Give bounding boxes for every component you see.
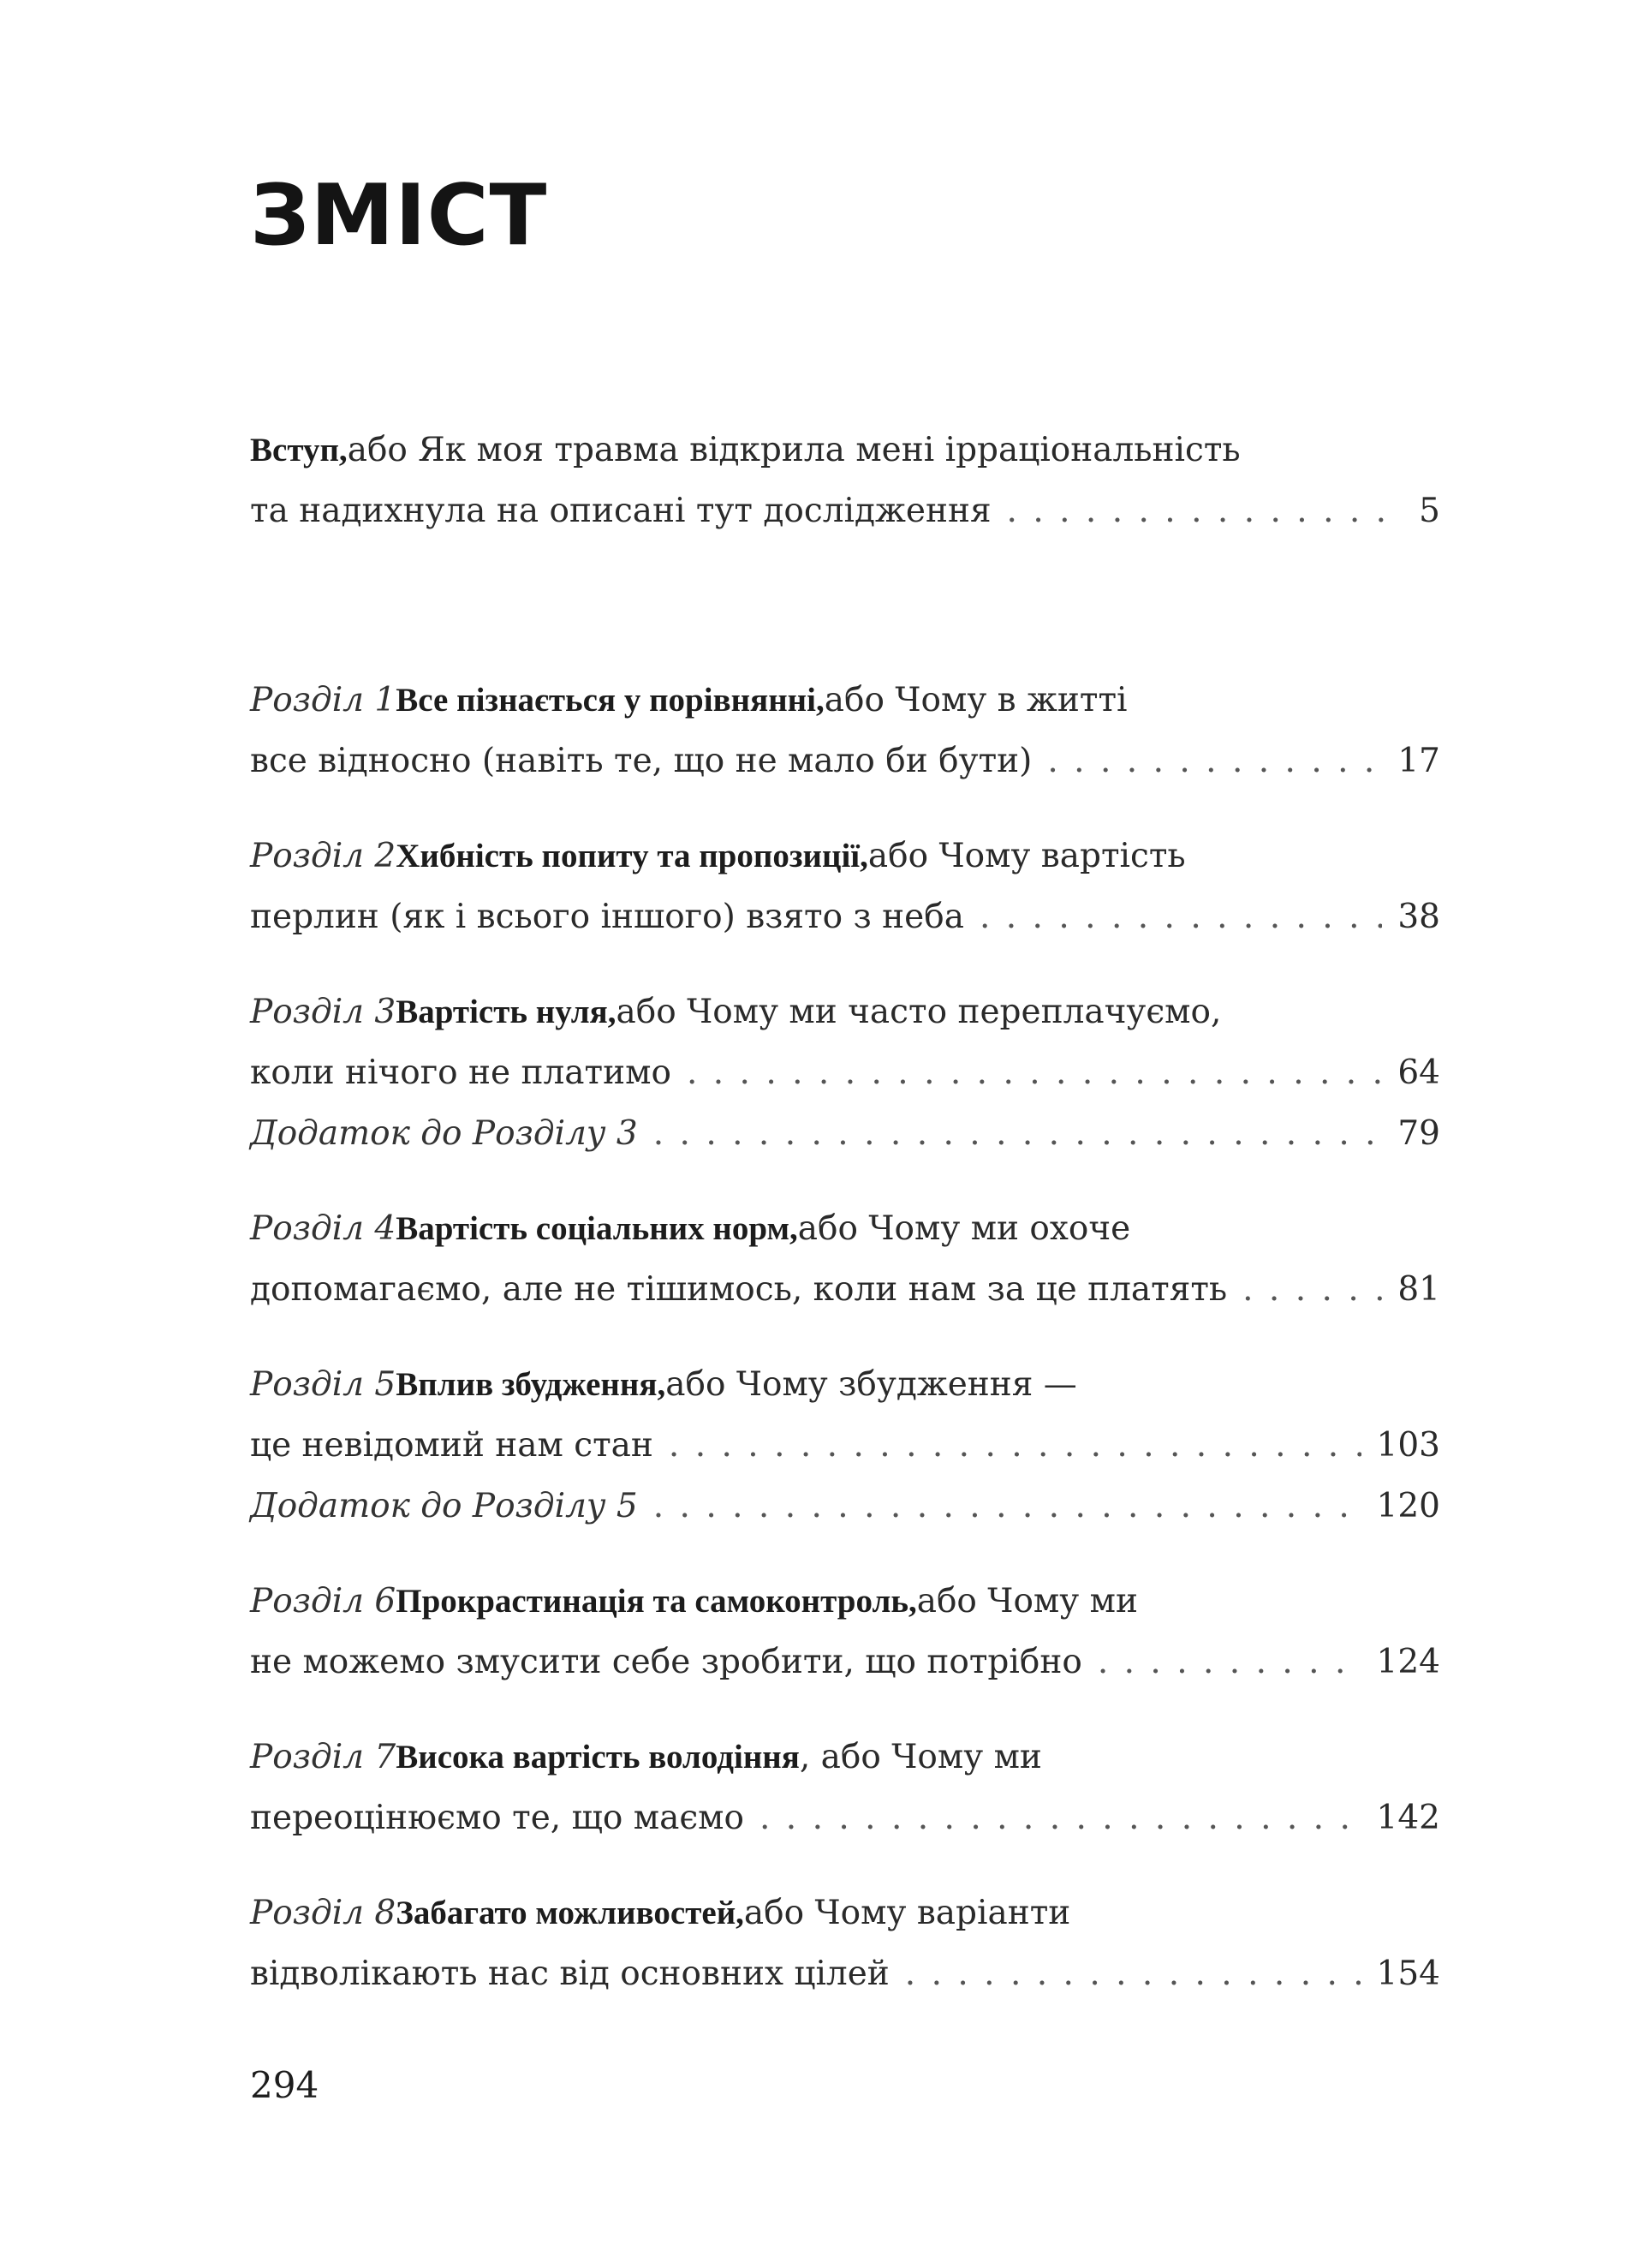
toc-entry-tail-line: [250, 886, 1440, 947]
page-title: ЗМІСТ: [250, 167, 548, 265]
chapter-subtitle-head: або Чому варіанти: [743, 1894, 1071, 1932]
dot-leader: [653, 1476, 1361, 1537]
dot-leader: [669, 1415, 1361, 1476]
toc-entry-head-line: [250, 1727, 1440, 1788]
chapter-label: Розділ 6: [250, 1582, 396, 1620]
chapter-label: Розділ 1: [250, 681, 396, 719]
chapter-subtitle-tail: не можемо змусити себе зробити, що потрібно: [250, 1643, 1082, 1681]
chapter-subtitle-head: або Чому вартість: [867, 837, 1186, 875]
chapter-subtitle-tail: коли нічого не платимо: [250, 1053, 671, 1092]
toc-entry-tail-line: [250, 1632, 1440, 1692]
chapter-label: Розділ 5: [250, 1365, 396, 1404]
toc-entry-chapter-4[interactable]: [250, 1198, 1440, 1320]
toc-entry-head-line: [250, 1198, 1440, 1259]
intro-page-number: 5: [1419, 492, 1440, 530]
chapter-title: Все пізнається у порівнянні,: [396, 682, 825, 719]
toc-entry-tail-line: [250, 1943, 1440, 2004]
table-of-contents: [250, 420, 1440, 2004]
chapter-subtitle-head: , або Чому ми: [799, 1738, 1042, 1776]
toc-entry-chapter-2[interactable]: [250, 826, 1440, 947]
toc-entry-head-line: [250, 670, 1440, 731]
intro-subtitle-head: або Як моя травма відкрила мені ірраціональність: [347, 431, 1241, 469]
chapter-subtitle-tail: перлин (як і всього іншого) взято з неба: [250, 898, 964, 936]
appendix-page-number: 79: [1397, 1114, 1440, 1153]
toc-entry-tail-line: [250, 1788, 1440, 1848]
toc-entry-chapter-1[interactable]: [250, 670, 1440, 791]
chapter-page-number: 64: [1397, 1053, 1440, 1092]
toc-entry-tail-line: [250, 480, 1440, 541]
chapter-title: Вартість нуля,: [396, 994, 616, 1030]
chapter-label: Розділ 2: [250, 837, 396, 875]
chapter-label: Розділ 4: [250, 1209, 396, 1248]
toc-entry-head-line: [250, 420, 1440, 480]
dot-leader: [1007, 480, 1404, 541]
chapter-subtitle-tail: це невідомий нам стан: [250, 1426, 653, 1465]
appendix-label: Додаток до Розділу 3: [250, 1114, 638, 1153]
chapter-page-number: 124: [1376, 1643, 1440, 1681]
chapter-subtitle-head: або Чому ми часто переплачуємо,: [616, 993, 1222, 1031]
toc-entry-chapter-3[interactable]: [250, 982, 1440, 1103]
chapter-subtitle-head: або Чому ми: [916, 1582, 1138, 1620]
toc-entry-chapter-8[interactable]: [250, 1883, 1440, 2004]
chapter-subtitle-tail: допомагаємо, але не тішимось, коли нам за це платять: [250, 1270, 1228, 1309]
toc-entry-intro[interactable]: [250, 420, 1440, 541]
chapter-label: Розділ 3: [250, 993, 396, 1031]
chapter-label: Розділ 7: [250, 1738, 396, 1776]
intro-subtitle-tail: та надихнула на описані тут дослідження: [250, 492, 992, 530]
toc-entry-tail-line: [250, 1476, 1440, 1537]
chapter-page-number: 142: [1376, 1799, 1440, 1837]
toc-entry-head-line: [250, 1354, 1440, 1415]
appendix-label: Додаток до Розділу 5: [250, 1487, 638, 1525]
toc-entry-tail-line: [250, 731, 1440, 791]
chapter-label: Розділ 8: [250, 1894, 396, 1932]
chapter-subtitle-head: або Чому збудження —: [665, 1365, 1077, 1404]
toc-entry-tail-line: [250, 1103, 1440, 1164]
dot-leader: [759, 1788, 1361, 1848]
chapter-subtitle-head: або Чому в житті: [824, 681, 1128, 719]
dot-leader: [1047, 731, 1382, 791]
toc-entry-chapter-5[interactable]: [250, 1354, 1440, 1476]
toc-entry-tail-line: [250, 1415, 1440, 1476]
chapter-title: Забагато можливостей,: [396, 1895, 744, 1931]
chapter-page-number: 17: [1397, 742, 1440, 780]
chapter-subtitle-tail: переоцінюємо те, що маємо: [250, 1799, 744, 1837]
toc-entry-appendix-3[interactable]: [250, 1103, 1440, 1164]
appendix-page-number: 120: [1376, 1487, 1440, 1525]
chapter-subtitle-tail: все відносно (навіть те, що не мало би бути): [250, 742, 1033, 780]
chapter-title: Вплив збудження,: [396, 1366, 666, 1403]
toc-entry-appendix-5[interactable]: [250, 1476, 1440, 1537]
dot-leader: [980, 886, 1382, 947]
toc-entry-tail-line: [250, 1042, 1440, 1103]
chapter-title: Прокрастинація та самоконтроль,: [396, 1583, 917, 1620]
toc-entry-chapter-6[interactable]: [250, 1571, 1440, 1692]
toc-entry-tail-line: [250, 1259, 1440, 1320]
chapter-title: Висока вартість володіння: [396, 1739, 800, 1776]
dot-leader: [1098, 1632, 1361, 1692]
toc-entry-head-line: [250, 1571, 1440, 1632]
toc-entry-chapter-7[interactable]: [250, 1727, 1440, 1848]
dot-leader: [1242, 1259, 1382, 1320]
dot-leader: [687, 1042, 1382, 1103]
dot-leader: [905, 1943, 1361, 2004]
toc-entry-head-line: [250, 1883, 1440, 1943]
intro-title: Вступ,: [250, 432, 348, 469]
toc-entry-head-line: [250, 982, 1440, 1042]
chapter-title: Вартість соціальних норм,: [396, 1210, 798, 1247]
footer-page-number: 294: [250, 2064, 319, 2106]
chapter-page-number: 38: [1397, 898, 1440, 936]
chapter-subtitle-head: або Чому ми охоче: [797, 1209, 1131, 1248]
chapter-page-number: 103: [1376, 1426, 1440, 1465]
chapter-page-number: 154: [1376, 1955, 1440, 1993]
toc-entry-head-line: [250, 826, 1440, 886]
dot-leader: [653, 1103, 1383, 1164]
chapter-subtitle-tail: відволікають нас від основних цілей: [250, 1955, 890, 1993]
chapter-page-number: 81: [1397, 1270, 1440, 1309]
chapter-title: Хибність попиту та пропозиції,: [396, 838, 868, 874]
